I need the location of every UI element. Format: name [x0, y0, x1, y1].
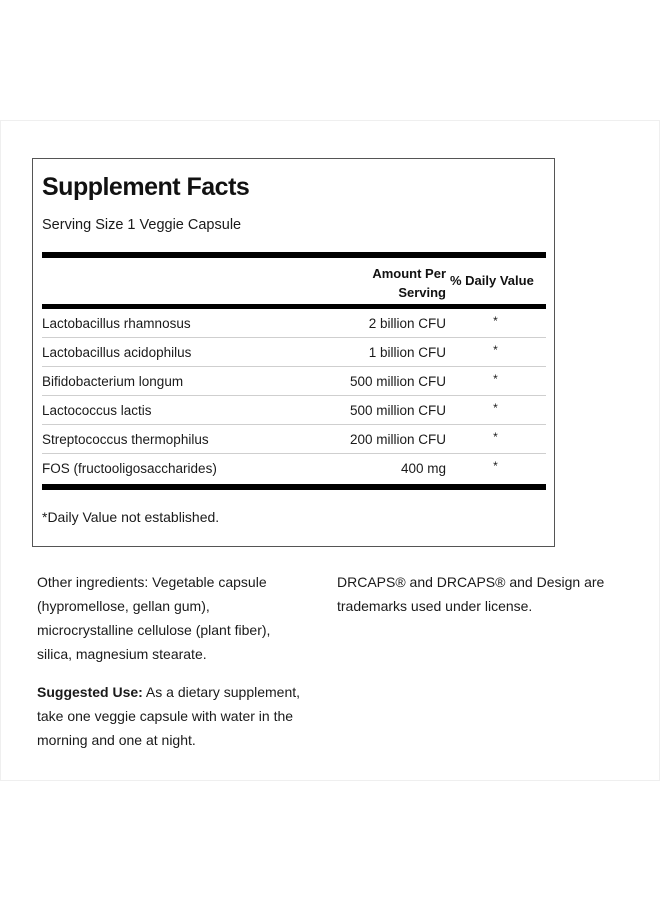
suggested-use-line	[37, 680, 337, 704]
column-header-daily-value: % Daily Value	[450, 273, 534, 288]
trademark-line: DRCAPS® and DRCAPS® and Design are	[337, 574, 605, 590]
ingredient-daily-value: *	[493, 343, 498, 357]
column-header-amount	[372, 264, 446, 302]
facts-table	[42, 309, 546, 483]
table-row	[42, 454, 546, 483]
ingredient-daily-value: *	[493, 401, 498, 415]
other-ingredients-line: Other ingredients: Vegetable capsule	[37, 574, 267, 590]
ingredient-name: Streptococcus thermophilus	[42, 432, 209, 447]
daily-value-footnote: *Daily Value not established.	[42, 509, 220, 525]
supplement-facts-box	[32, 158, 555, 547]
ingredient-name: Lactococcus lactis	[42, 403, 152, 418]
other-ingredients-line: silica, magnesium stearate.	[37, 646, 207, 662]
table-row	[42, 338, 546, 367]
trademark-notice	[337, 570, 637, 618]
ingredient-daily-value: *	[493, 372, 498, 386]
table-row	[42, 396, 546, 425]
other-ingredients-line: microcrystalline cellulose (plant fiber),	[37, 622, 271, 638]
other-ingredients	[37, 570, 327, 666]
other-ingredients-line: (hypromellose, gellan gum),	[37, 598, 210, 614]
serving-size: Serving Size 1 Veggie Capsule	[42, 217, 242, 233]
ingredient-amount: 200 million CFU	[349, 432, 446, 447]
facts-title: Supplement Facts	[42, 173, 250, 201]
ingredient-name: Lactobacillus rhamnosus	[42, 316, 191, 331]
suggested-use-line: take one veggie capsule with water in the	[37, 708, 294, 724]
table-row	[42, 425, 546, 454]
suggested-use-line: morning and one at night.	[37, 732, 196, 748]
column-header-amount-line2: Serving	[398, 285, 446, 300]
suggested-use-text: As a dietary supplement,	[142, 684, 301, 700]
ingredient-name: Lactobacillus acidophilus	[42, 345, 192, 360]
trademark-line: trademarks used under license.	[337, 598, 533, 614]
ingredient-name: FOS (fructooligosaccharides)	[42, 461, 217, 476]
ingredient-amount: 1 billion CFU	[368, 345, 446, 360]
column-header-amount-line1: Amount Per	[372, 266, 446, 281]
thick-divider-top	[42, 252, 546, 258]
table-row	[42, 367, 546, 396]
suggested-use-label: Suggested Use:	[37, 684, 143, 700]
ingredient-name: Bifidobacterium longum	[42, 374, 184, 389]
ingredient-daily-value: *	[493, 459, 498, 473]
table-row	[42, 309, 546, 338]
ingredient-amount: 500 million CFU	[349, 403, 446, 418]
ingredient-amount: 2 billion CFU	[368, 316, 446, 331]
suggested-use	[37, 680, 337, 752]
ingredient-amount: 400 mg	[400, 461, 446, 476]
thick-divider-bottom	[42, 484, 546, 490]
ingredient-daily-value: *	[493, 314, 498, 328]
ingredient-amount: 500 million CFU	[349, 374, 446, 389]
ingredient-daily-value: *	[493, 430, 498, 444]
